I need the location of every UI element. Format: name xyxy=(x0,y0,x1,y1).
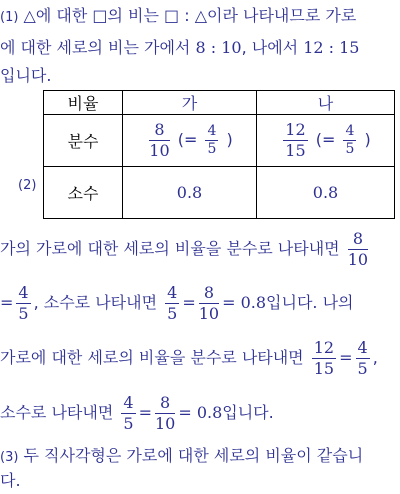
frac-den: 5 xyxy=(123,414,134,433)
ga-simplified-fraction xyxy=(205,123,218,158)
part3-text2: 다. xyxy=(0,471,21,490)
frac-den: 5 xyxy=(18,304,29,323)
equals-sign: = xyxy=(138,403,152,422)
frac-den: 10 xyxy=(347,250,369,269)
explain-line1 xyxy=(0,229,371,270)
na-eq-close: ) xyxy=(364,130,371,149)
frac-4-5-b xyxy=(165,283,179,324)
explain-l4-tail: 입니다. xyxy=(222,403,274,422)
explain-l4-text: 소수로 나타내면 xyxy=(0,403,114,422)
ga-fraction-cell xyxy=(123,115,257,167)
frac-num: 8 xyxy=(348,229,368,250)
part3-line2 xyxy=(0,471,21,491)
ga-eq-close: ) xyxy=(226,130,233,149)
row-label-fraction: 분수 xyxy=(44,115,123,167)
part1-text3: 입니다. xyxy=(0,66,52,85)
frac-8-10-c xyxy=(155,393,175,434)
equals-sign: = xyxy=(0,293,14,312)
frac-num: 8 xyxy=(199,283,219,304)
frac-8-10-a xyxy=(348,229,368,270)
part3-marker: (3) xyxy=(0,450,19,465)
ga-decimal: 0.8 xyxy=(123,167,257,219)
header-ga: 가 xyxy=(123,91,257,115)
ga-simplified-num: 4 xyxy=(207,123,217,139)
ga-eq-open: (= xyxy=(177,130,198,149)
part2-marker: (2) xyxy=(18,178,37,193)
part1-text1: △에 대한 □의 비는 □ : △이라 나타내므로 가로 xyxy=(23,6,357,25)
frac-8-10-b xyxy=(199,283,219,324)
frac-num: 8 xyxy=(155,393,175,414)
frac-den: 10 xyxy=(198,304,220,323)
explain-l2-tail: 입니다. 나의 xyxy=(266,293,354,312)
na-fraction-den: 15 xyxy=(285,141,306,160)
part1-line3 xyxy=(0,66,51,86)
part1-line2 xyxy=(0,38,359,58)
equals-sign: = xyxy=(339,348,353,367)
ratio-ga: 8 : 10 xyxy=(195,38,242,57)
frac-4-5-a xyxy=(16,283,30,324)
frac-4-5-d xyxy=(121,393,135,434)
part1-text2b: , 나에서 xyxy=(241,38,304,57)
ga-fraction-num: 8 xyxy=(149,120,169,141)
part1-text2a: 에 대한 세로의 비는 가에서 xyxy=(0,38,196,57)
ratio-na: 12 : 15 xyxy=(303,38,360,57)
ratio-table xyxy=(43,90,395,219)
explain-line4 xyxy=(0,393,274,434)
ga-fraction-den: 10 xyxy=(149,141,170,160)
comma: , xyxy=(372,348,378,367)
frac-12-15 xyxy=(312,338,336,379)
na-decimal: 0.8 xyxy=(257,167,395,219)
decimal-result: = 0.8 xyxy=(222,293,267,312)
na-fraction xyxy=(283,120,307,161)
ga-fraction xyxy=(149,120,169,161)
na-fraction-num: 12 xyxy=(285,120,306,139)
explain-l3-text: 가로에 대한 세로의 비율을 분수로 나타내면 xyxy=(0,348,304,367)
frac-num: 4 xyxy=(167,283,178,302)
frac-num: 4 xyxy=(123,393,134,412)
frac-den: 5 xyxy=(357,359,368,378)
na-simplified-den: 5 xyxy=(345,141,355,157)
header-na: 나 xyxy=(257,91,395,115)
na-fraction-cell xyxy=(257,115,395,167)
na-eq-open: (= xyxy=(315,130,336,149)
equals-sign: = xyxy=(182,293,196,312)
na-simplified-fraction xyxy=(343,123,356,158)
header-ratio: 비율 xyxy=(44,91,123,115)
part3-text1: 두 직사각형은 가로에 대한 세로의 비율이 같습니 xyxy=(23,446,364,465)
frac-den: 5 xyxy=(167,304,178,323)
part3-line1 xyxy=(0,446,363,468)
frac-num: 12 xyxy=(313,338,335,357)
row-label-decimal: 소수 xyxy=(44,167,123,219)
ga-simplified-den: 5 xyxy=(207,141,217,157)
frac-den: 10 xyxy=(154,414,176,433)
decimal-result: = 0.8 xyxy=(178,403,223,422)
frac-4-5-c xyxy=(356,338,370,379)
explain-l1-text: 가의 가로에 대한 세로의 비율을 분수로 나타내면 xyxy=(0,239,340,258)
frac-num: 4 xyxy=(357,338,368,357)
part1-line1 xyxy=(0,6,356,28)
frac-num: 4 xyxy=(18,283,29,302)
part1-marker: (1) xyxy=(0,10,19,25)
frac-den: 15 xyxy=(313,359,335,378)
explain-line3 xyxy=(0,338,378,379)
explain-l2-text: , 소수로 나타내면 xyxy=(33,293,158,312)
na-simplified-num: 4 xyxy=(345,123,355,139)
explain-line2 xyxy=(0,283,353,324)
